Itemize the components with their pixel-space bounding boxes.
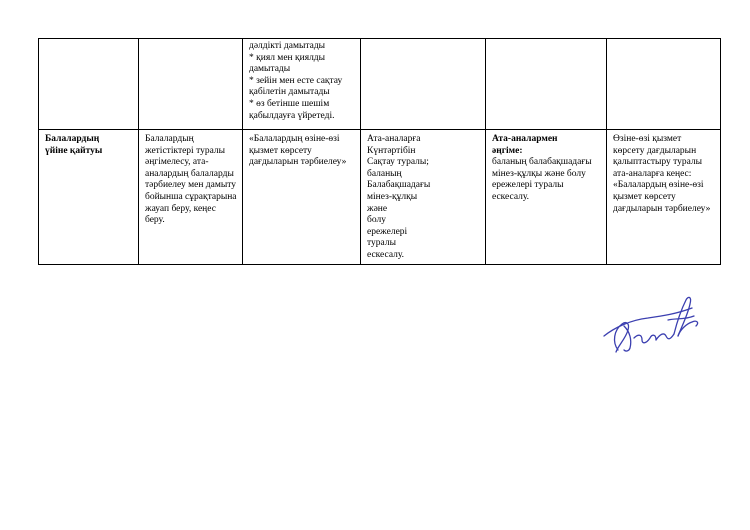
table-row — [39, 130, 721, 265]
cell-line: қабылдауға үйретеді. — [249, 110, 335, 121]
table-cell — [139, 130, 243, 265]
cell-heading-line: әңгіме: — [492, 145, 523, 156]
cell-line: Күнтәртібін — [367, 145, 416, 156]
table-cell — [361, 39, 486, 130]
cell-text: Балалардың жетістіктері туралы әңгімелесу, ата-аналардың балаларды тәрбиелеу мен дамыту бойынша сұрақтарына жауап беру, кеңес беру. — [145, 134, 237, 226]
row-heading-line: үйіне қайтуы — [45, 145, 103, 156]
cell-line: Балабақшадағы — [367, 180, 431, 191]
table-cell — [607, 130, 721, 265]
table-cell-heading — [39, 130, 139, 265]
cell-line: ескесалу. — [367, 249, 405, 260]
cell-line: және — [367, 203, 388, 214]
table-cell — [39, 39, 139, 130]
table-cell — [243, 39, 361, 130]
plan-table — [38, 38, 721, 265]
cell-line: туралы — [367, 238, 396, 249]
table-cell — [486, 39, 607, 130]
cell-line: Сақтау туралы; — [367, 157, 429, 168]
table-cell — [243, 130, 361, 265]
cell-line: * зейін мен есте сақтау — [249, 75, 343, 86]
cell-line: * қиял мен қиялды — [249, 52, 326, 63]
cell-line: дәлдікті дамытады — [249, 41, 326, 51]
cell-text: «Балалардың өзіне-өзі қызмет көрсету дағдыларын тәрбиелеу» — [249, 134, 347, 168]
cell-heading-line: Ата-аналармен — [492, 134, 558, 144]
cell-line: Ата-аналарға — [367, 134, 421, 144]
table-row — [39, 39, 721, 130]
cell-line: қабілетін дамытады — [249, 87, 330, 98]
table-cell — [607, 39, 721, 130]
cell-text: Өзіне-өзі қызмет көрсету дағдыларын қалыптастыру туралы ата-аналарға кеңес: «Балалардың өзіне-өзі қызмет көрсету дағдыларын тәрбиелеу» — [613, 134, 711, 214]
cell-line: болу — [367, 215, 386, 226]
cell-line: мінез-құлқы — [367, 191, 418, 202]
cell-line: баланың — [367, 168, 402, 179]
table-cell — [486, 130, 607, 265]
table-cell — [361, 130, 486, 265]
cell-line: ережелері — [367, 226, 408, 237]
cell-line: * өз бетінше шешім — [249, 98, 330, 109]
signature-icon — [596, 290, 706, 356]
cell-line: дамытады — [249, 64, 291, 75]
cell-text: баланың балабақшадағы мінез-құлқы және болу ережелері туралы ескесалу. — [492, 157, 592, 202]
row-heading-line: Балалардың — [45, 134, 100, 144]
table-cell — [139, 39, 243, 130]
